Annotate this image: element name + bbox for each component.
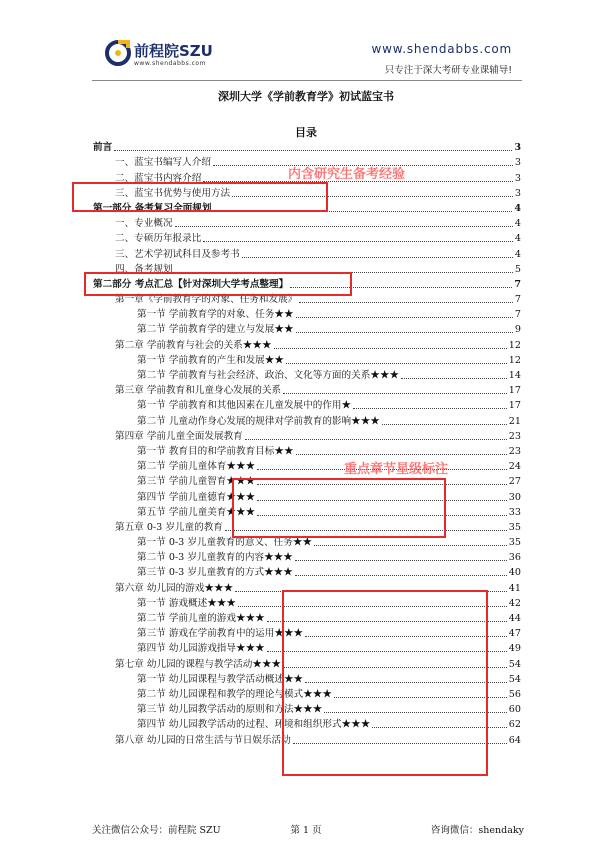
toc-leader-dots: [382, 424, 507, 425]
toc-entry-page: 47: [508, 628, 521, 640]
logo-icon: [104, 38, 134, 68]
page-header: [0, 0, 612, 80]
toc-entry-title: 第一节 幼儿园课程与教学活动概述★★: [137, 673, 304, 685]
toc-entry-page: 23: [508, 430, 521, 442]
toc-entry-page: 7: [514, 278, 521, 290]
annotation-star-rating: 重点章节星级标注: [344, 462, 449, 477]
toc-entry-page: 56: [508, 688, 521, 700]
toc-entry-title: 第二部分 考点汇总【针对深圳大学考点整理】: [93, 278, 289, 290]
toc-entry[interactable]: [93, 382, 521, 397]
toc-entry-title: 第三节 游戏在学前教育中的运用★★★: [137, 628, 304, 640]
annotation-experience: 内含研究生备考经验: [288, 167, 406, 182]
toc-entry-title: 四、备考规划: [115, 263, 173, 275]
footer-contact: 咨询微信：shendaky: [430, 825, 524, 836]
book-title: 深圳大学《学前教育学》初试蓝宝书: [218, 90, 394, 103]
toc-leader-dots: [286, 363, 507, 364]
toc-entry[interactable]: [93, 397, 521, 412]
logo: [104, 38, 244, 74]
logo-title: 前程院SZU: [134, 42, 213, 60]
toc-entry-title: 二、专硕历年报录比: [115, 233, 202, 245]
highlight-box-preface: [72, 182, 328, 212]
toc-entry-title: 第三节 学前儿童智育★★★: [137, 476, 256, 488]
toc-entry-page: 9: [514, 324, 521, 336]
toc-entry-title: 一、蓝宝书编写人介绍: [115, 157, 211, 169]
toc-leader-dots: [283, 393, 507, 394]
toc-leader-dots: [242, 257, 513, 258]
toc-leader-dots: [203, 241, 513, 242]
toc-entry-page: 64: [508, 734, 521, 746]
toc-entry-page: 35: [508, 521, 521, 533]
toc-entry-title: 第一章《学前教育学的对象、任务和发展》: [115, 294, 298, 306]
footer-wechat-account: 关注微信公众号：前程院 SZU: [92, 825, 221, 836]
toc-entry[interactable]: [93, 352, 521, 367]
toc-entry-title: 第一节 游戏概述★★★: [137, 597, 236, 609]
toc-leader-dots: [299, 302, 513, 303]
toc-entry-title: 第二章 学前教育与社会的关系★★★: [115, 339, 272, 351]
toc-entry-title: 第一部分 备考复习全面规划: [93, 202, 212, 214]
toc-entry-page: 35: [508, 537, 521, 549]
toc-entry-page: 17: [508, 385, 521, 397]
toc-entry-page: 4: [514, 248, 521, 260]
toc-entry[interactable]: [93, 549, 521, 564]
toc-entry-title: 三、艺术学初试科目及参考书: [115, 248, 240, 260]
toc-entry[interactable]: [93, 139, 521, 154]
toc-entry[interactable]: [93, 564, 521, 579]
toc-entry-title: 第一节 教育目的和学前教育目标★★: [137, 445, 294, 457]
toc-title: 目录: [295, 126, 317, 139]
toc-entry-page: 60: [508, 704, 521, 716]
toc-entry-page: 3: [514, 172, 521, 184]
toc-leader-dots: [245, 439, 507, 440]
header-divider: [92, 80, 522, 81]
toc-entry-page: 24: [508, 461, 521, 473]
toc-entry-page: 23: [508, 445, 521, 457]
toc-leader-dots: [296, 317, 513, 318]
toc-entry-page: 17: [508, 400, 521, 412]
toc-entry-title: 第四章 学前儿童全面发展教育: [115, 430, 243, 442]
toc-leader-dots: [274, 348, 507, 349]
toc-leader-dots: [295, 575, 507, 576]
toc-entry-title: 一、专业概况: [115, 218, 173, 230]
footer-page-number: 第 1 页: [290, 825, 322, 836]
toc-entry-page: 30: [508, 491, 521, 503]
toc-entry[interactable]: [93, 336, 521, 351]
toc-entry[interactable]: [93, 245, 521, 260]
highlight-box-part2: [84, 272, 352, 296]
toc-entry-page: 36: [508, 552, 521, 564]
toc-entry-page: 54: [508, 658, 521, 670]
toc-entry-page: 40: [508, 567, 521, 579]
toc-entry-title: 第五节 学前儿童美育★★★: [137, 506, 256, 518]
toc-entry-title: 第五章 0-3 岁儿童的教育: [115, 521, 223, 533]
tagline: 只专注于深大考研专业课辅导!: [384, 65, 512, 76]
highlight-box-ch4: [232, 478, 446, 538]
toc-entry-page: 3: [514, 157, 521, 169]
toc-entry[interactable]: [93, 215, 521, 230]
toc-entry-title: 第一节 学前教育学的对象、任务★★: [137, 309, 294, 321]
highlight-box-ch6-7: [282, 590, 488, 776]
toc-leader-dots: [114, 150, 512, 151]
toc-entry-title: 第二节 学前教育与社会经济、政治、文化等方面的关系★★★: [137, 370, 400, 381]
toc-entry-page: 42: [508, 597, 521, 609]
toc-entry-title: 第四节 幼儿园游戏指导★★★: [137, 643, 265, 655]
toc-entry-title: 第三章 学前教育和儿童身心发展的关系: [115, 385, 282, 397]
toc-entry-title: 第一节 学前教育和其他因素在儿童发展中的作用★: [137, 400, 352, 412]
toc-entry-title: 第三节 0-3 岁儿童教育的方式★★★: [137, 567, 293, 579]
toc-entry[interactable]: [93, 321, 521, 336]
toc-entry-title: 第二节 儿童动作身心发展的规律对学前教育的影响★★★: [137, 415, 380, 427]
toc-entry[interactable]: [93, 230, 521, 245]
toc-entry[interactable]: [93, 428, 521, 443]
toc-entry-title: 第一节 0-3 岁儿童教育的意义、任务★★: [137, 537, 313, 549]
toc-entry-title: 第八章 幼儿园的日常生活与节日娱乐活动: [115, 734, 291, 746]
site-url[interactable]: www.shendabbs.com: [371, 42, 512, 56]
toc-entry-title: 第六章 幼儿园的游戏★★★: [115, 582, 234, 594]
toc-entry-page: 4: [514, 202, 521, 214]
toc-entry-page: 12: [508, 354, 521, 366]
toc-entry-page: 21: [508, 415, 521, 427]
toc-entry-title: 第七章 幼儿园的课程与教学活动★★★: [115, 658, 282, 670]
toc-entry-page: 14: [508, 370, 521, 381]
toc-entry[interactable]: [93, 458, 521, 473]
toc-entry-page: 12: [508, 339, 521, 351]
toc-entry-page: 4: [514, 218, 521, 230]
toc-entry-page: 3: [514, 142, 521, 154]
toc-entry-title: 三、蓝宝书优势与使用方法: [115, 187, 231, 199]
toc-leader-dots: [314, 545, 507, 546]
toc-entry[interactable]: [93, 443, 521, 458]
toc-entry-title: 第二节 幼儿园课程和教学的理论与模式★★★: [137, 688, 332, 700]
logo-url: www.shendabbs.com: [134, 60, 206, 67]
toc-entry-page: 41: [508, 582, 521, 594]
toc-entry-page: 54: [508, 673, 521, 685]
toc-entry-title: 前言: [93, 142, 113, 154]
toc-entry-page: 7: [514, 309, 521, 321]
toc-entry-title: 第二节 0-3 岁儿童教育的内容★★★: [137, 552, 293, 564]
toc-entry-page: 49: [508, 643, 521, 655]
toc-leader-dots: [296, 454, 507, 455]
toc-entry-title: 第三节 幼儿园教学活动的原则和方法★★★: [137, 704, 323, 716]
toc-leader-dots: [296, 332, 513, 333]
toc-leader-dots: [401, 378, 507, 379]
toc-entry[interactable]: [93, 306, 521, 321]
toc-entry-title: 二、蓝宝书内容介绍: [115, 172, 202, 184]
toc-entry-title: 第四节 幼儿园教学活动的过程、环境和组织形式★★★: [137, 719, 371, 731]
toc-entry-page: 5: [514, 263, 521, 275]
toc-entry-page: 4: [514, 233, 521, 245]
toc-leader-dots: [175, 226, 513, 227]
toc-entry-title: 第二节 学前教育学的建立与发展★★: [137, 324, 294, 336]
toc-entry-page: 33: [508, 506, 521, 518]
toc-entry[interactable]: [93, 412, 521, 427]
toc-entry[interactable]: [93, 367, 521, 382]
toc-entry-page: 3: [514, 187, 521, 199]
toc-entry-title: 第二节 学前儿童体育★★★: [137, 461, 256, 473]
toc-entry-title: 第一节 学前教育的产生和发展★★: [137, 354, 284, 366]
toc-entry-title: 第二节 学前儿童的游戏★★★: [137, 613, 265, 624]
toc-entry-page: 62: [508, 719, 521, 731]
toc-leader-dots: [353, 408, 507, 409]
toc-entry-page: 44: [508, 613, 521, 624]
toc-entry-title: 第四节 学前儿童德育★★★: [137, 491, 256, 503]
toc-entry-page: 7: [514, 294, 521, 306]
toc-entry-page: 27: [508, 476, 521, 488]
toc-leader-dots: [295, 560, 507, 561]
